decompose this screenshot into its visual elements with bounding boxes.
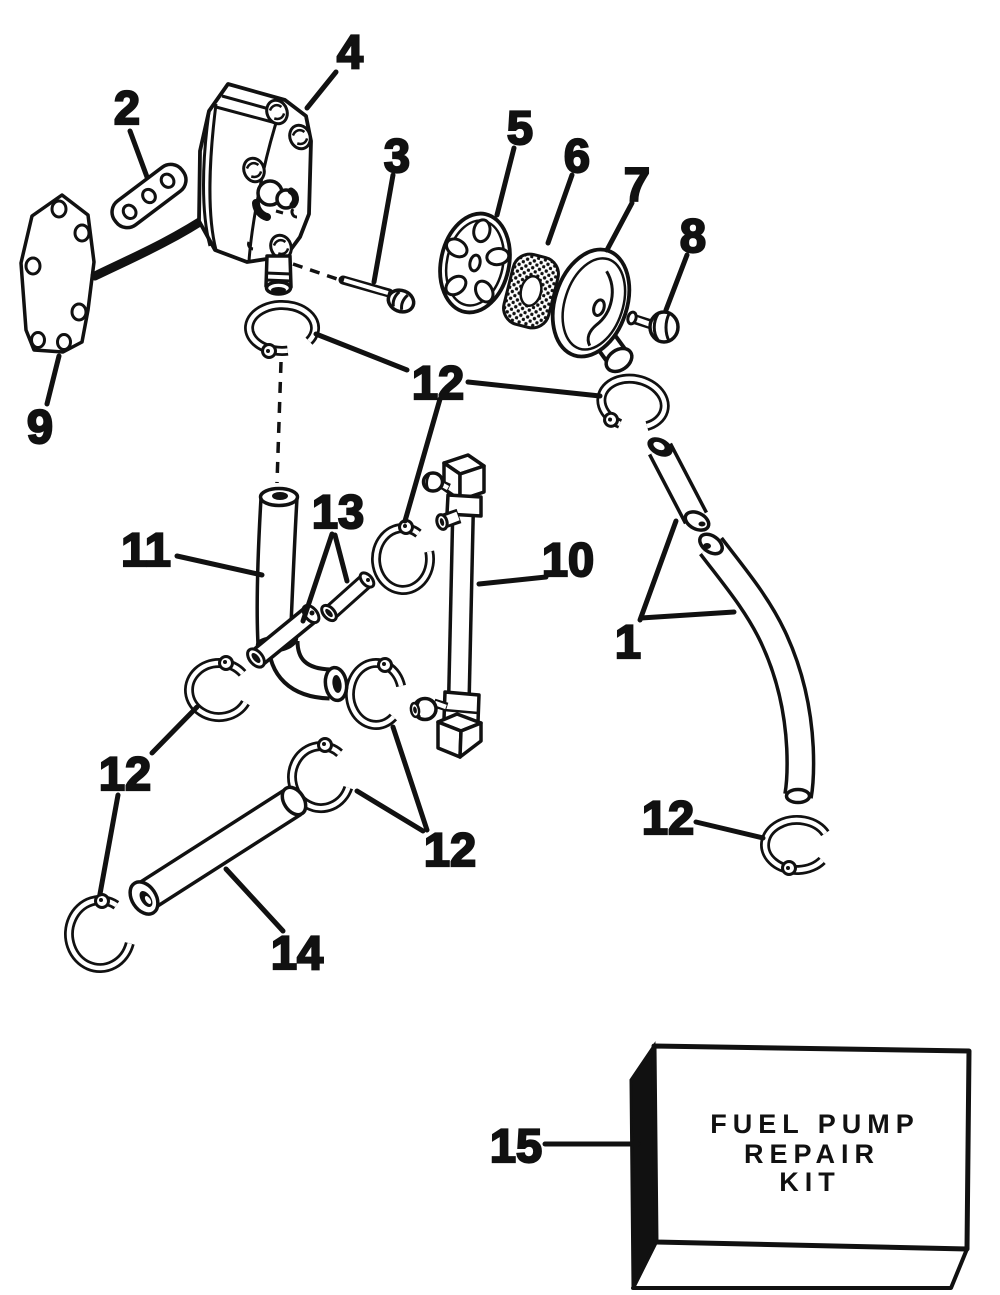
callout-10: 10	[541, 533, 595, 586]
kit-box-line2: REPAIR	[743, 1139, 881, 1169]
callout-12-bottom: 12	[423, 823, 477, 876]
callout-4: 4	[336, 25, 364, 78]
callout-7: 7	[623, 158, 651, 211]
kit-box-line1: FUEL PUMP	[710, 1109, 920, 1139]
callout-13: 13	[311, 485, 365, 538]
callout-12-right: 12	[641, 791, 695, 844]
callout-3: 3	[383, 129, 411, 182]
kit-box-line3: KIT	[779, 1167, 841, 1197]
callout-12-left: 12	[98, 747, 152, 800]
callout-14: 14	[270, 926, 324, 979]
callout-2: 2	[113, 81, 141, 134]
repair-kit-box-part15	[631, 1046, 969, 1288]
mounting-gasket-part9	[21, 195, 94, 352]
callout-1: 1	[614, 615, 642, 668]
callout-12-top: 12	[411, 356, 465, 409]
callout-9: 9	[26, 400, 54, 453]
callout-5: 5	[506, 101, 534, 154]
callout-6: 6	[563, 129, 591, 182]
callout-15: 15	[489, 1119, 543, 1172]
callout-11: 11	[121, 523, 171, 576]
callout-8: 8	[679, 209, 707, 262]
